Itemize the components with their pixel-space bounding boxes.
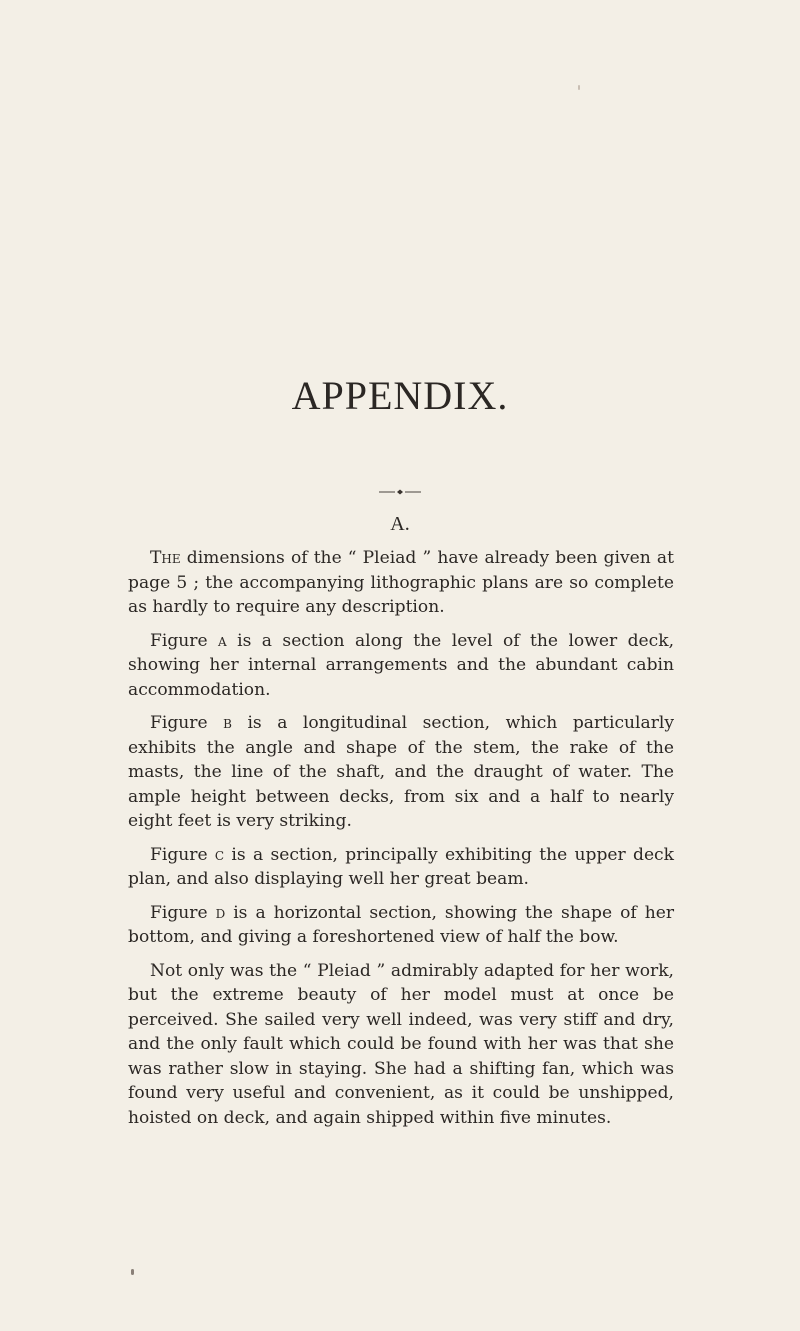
- page-title: APPENDIX.: [291, 373, 509, 418]
- paragraph-text: is a section along the level of the lower deck, showing her internal arrangements and the abundant cabin accommodation.: [128, 630, 674, 700]
- paragraph-lead: Not: [150, 960, 183, 981]
- paragraph-lead: Figure: [150, 630, 208, 651]
- figure-ref: d: [215, 902, 226, 923]
- paragraph-3: [128, 711, 674, 834]
- paragraph-4: [128, 843, 674, 892]
- paragraph-lead: Figure: [150, 713, 208, 733]
- paragraph-2: [128, 629, 674, 703]
- body-text: [128, 546, 674, 1139]
- divider-ornament: [373, 487, 427, 497]
- figure-ref: c: [214, 844, 225, 865]
- paragraph-text: is a horizontal section, showing the shape of her bottom, and giving a foreshortened view of half the bow.: [128, 902, 674, 947]
- paper-speck: [131, 1269, 134, 1275]
- paragraph-text: is a section, principally exhibiting the upper deck plan, and also displaying well her great beam.: [128, 844, 674, 889]
- paragraph-lead: Figure: [150, 902, 208, 923]
- section-heading: A.: [390, 513, 410, 535]
- paragraph-lead: The: [150, 548, 181, 568]
- figure-ref: b: [223, 713, 232, 733]
- paragraph-text: only was the “ Pleiad ” admirably adapted for her work, but the extreme beauty of her model must at once be perceived. She sailed very well indeed, was very stiff and dry, and the only fault which could be found with her was that she was rather slow in staying. She had a shifting fan, which was found very useful and convenient, as it could be unshipped, hoisted on deck, and again shipped within five minutes.: [128, 960, 674, 1128]
- paragraph-lead: Figure: [150, 844, 208, 865]
- paragraph-6: [128, 959, 674, 1131]
- paragraph-5: [128, 901, 674, 950]
- paragraph-1: [128, 546, 674, 620]
- paper-speck: [578, 85, 580, 90]
- figure-ref: a: [218, 630, 227, 651]
- paragraph-text: dimensions of the “ Pleiad ” have already been given at page 5 ; the accompanying lithographic plans are so complete as hardly to require any description.: [128, 548, 674, 617]
- paragraph-text: is a longitudinal section, which particularly exhibits the angle and shape of the stem, the rake of the masts, the line of the shaft, and the draught of water. The ample height between decks, from six and a half to nearly eight feet is very striking.: [128, 713, 674, 831]
